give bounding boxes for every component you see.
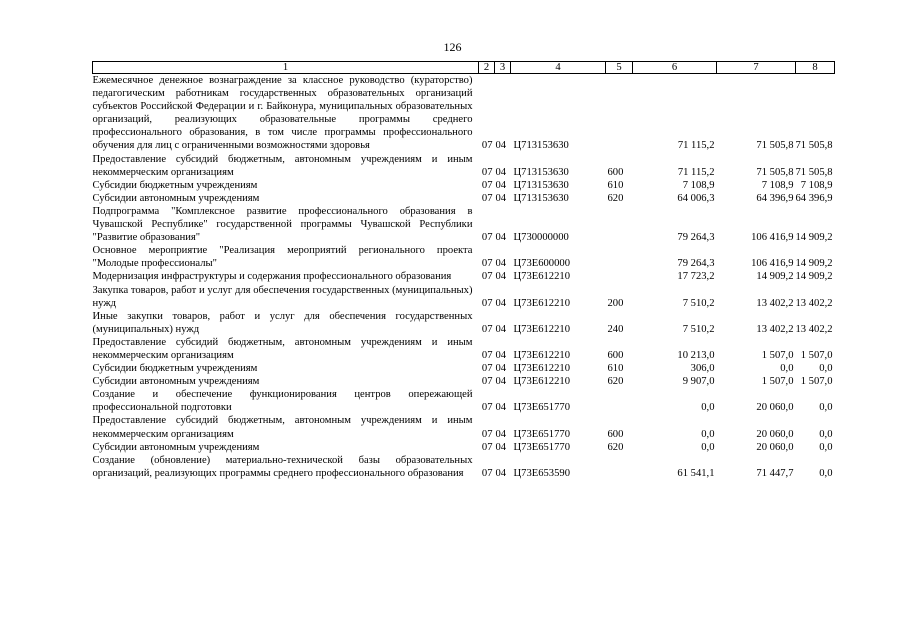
amount-col-8: 13 402,2 bbox=[795, 297, 833, 309]
amount-col-6: 7 108,9 bbox=[682, 179, 715, 191]
table-row bbox=[93, 270, 835, 283]
amount-col-8: 13 402,2 bbox=[795, 323, 833, 335]
subsection-code: 04 bbox=[495, 349, 507, 361]
amount-col-7: 0,0 bbox=[780, 363, 794, 375]
amount-col-8: 0,0 bbox=[819, 467, 833, 479]
amount-col-7: 14 909,2 bbox=[756, 271, 794, 283]
amount-col-6: 64 006,3 bbox=[677, 192, 715, 204]
amount-col-8: 0,0 bbox=[819, 402, 833, 414]
amount-col-6: 9 907,0 bbox=[682, 376, 715, 388]
amount-col-7: 106 416,9 bbox=[751, 232, 794, 244]
amount-col-7: 1 507,0 bbox=[761, 376, 794, 388]
row-name: Создание (обновление) материально-технической базы образовательных организаций, реализующих программы среднего профессионального образования bbox=[92, 454, 473, 479]
amount-col-7: 20 060,0 bbox=[756, 402, 794, 414]
subsection-code: 04 bbox=[495, 363, 507, 375]
subsection-code: 04 bbox=[495, 192, 507, 204]
expense-type-code bbox=[606, 270, 633, 283]
amount-col-6: 0,0 bbox=[701, 428, 715, 440]
subsection-code: 04 bbox=[495, 376, 507, 388]
row-name: Подпрограмма "Комплексное развитие профессионального образования в Чувашской Республике" государственной программы Чувашской Республики "Развитие образования" bbox=[92, 205, 473, 244]
amount-col-7: 13 402,2 bbox=[756, 297, 794, 309]
table-row bbox=[93, 414, 835, 440]
table-body bbox=[93, 74, 835, 480]
row-name: Субсидии автономным учреждениям bbox=[92, 376, 260, 388]
table-row bbox=[93, 244, 835, 270]
amount-col-6: 71 115,2 bbox=[677, 140, 715, 152]
expense-type-code: 620 bbox=[607, 441, 624, 453]
section-code: 07 bbox=[481, 441, 493, 453]
amount-col-7: 1 507,0 bbox=[761, 349, 794, 361]
amount-col-8: 0,0 bbox=[819, 363, 833, 375]
target-article-code: Ц73Е600000 bbox=[513, 258, 570, 270]
expense-type-code: 600 bbox=[607, 166, 624, 178]
row-name: Субсидии бюджетным учреждениям bbox=[92, 363, 258, 375]
expense-type-code: 600 bbox=[607, 349, 624, 361]
header-col-4: 4 bbox=[511, 62, 606, 74]
target-article-code: Ц73Е612210 bbox=[513, 323, 570, 335]
expense-type-code bbox=[606, 244, 633, 270]
table-row bbox=[93, 441, 835, 454]
subsection-code: 04 bbox=[495, 402, 507, 414]
target-article-code: Ц73Е651770 bbox=[513, 441, 570, 453]
subsection-code: 04 bbox=[495, 467, 507, 479]
amount-col-8: 14 909,2 bbox=[795, 232, 833, 244]
table-row bbox=[93, 336, 835, 362]
subsection-code: 04 bbox=[495, 441, 507, 453]
section-code: 07 bbox=[481, 179, 493, 191]
amount-col-8: 14 909,2 bbox=[795, 271, 833, 283]
table-row bbox=[93, 74, 835, 153]
target-article-code: Ц73Е651770 bbox=[513, 402, 570, 414]
subsection-code: 04 bbox=[495, 140, 507, 152]
subsection-code: 04 bbox=[495, 323, 507, 335]
amount-col-8: 64 396,9 bbox=[795, 192, 833, 204]
row-name: Ежемесячное денежное вознаграждение за классное руководство (кураторство) педагогическим работникам государственных образовательных организаций субъектов Российской Федерации и г. Байконура, муниципальных образовательных организаций, реализующих образовательные программы среднего профессионального образования, в том числе программы профессионального обучения для лиц с ограниченными возможностями здоровья bbox=[92, 75, 473, 152]
table-row bbox=[93, 375, 835, 388]
expense-type-code bbox=[606, 454, 633, 480]
row-name: Субсидии бюджетным учреждениям bbox=[92, 179, 258, 191]
expense-type-code: 610 bbox=[607, 179, 624, 191]
subsection-code: 04 bbox=[495, 232, 507, 244]
target-article-code: Ц73Е653590 bbox=[513, 467, 570, 479]
amount-col-6: 7 510,2 bbox=[682, 297, 715, 309]
target-article-code: Ц73Е612210 bbox=[513, 349, 570, 361]
section-code: 07 bbox=[481, 428, 493, 440]
amount-col-7: 106 416,9 bbox=[751, 258, 794, 270]
row-name: Предоставление субсидий бюджетным, автономным учреждениям и иным некоммерческим организациям bbox=[92, 153, 473, 178]
target-article-code: Ц713153630 bbox=[513, 179, 569, 191]
amount-col-8: 1 507,0 bbox=[800, 376, 833, 388]
subsection-code: 04 bbox=[495, 297, 507, 309]
row-name: Создание и обеспечение функционирования центров опережающей профессиональной подготовки bbox=[92, 389, 473, 414]
header-col-6: 6 bbox=[633, 62, 717, 74]
expense-type-code: 200 bbox=[607, 297, 624, 309]
subsection-code: 04 bbox=[495, 271, 507, 283]
expense-type-code: 620 bbox=[607, 376, 624, 388]
amount-col-8: 71 505,8 bbox=[795, 140, 833, 152]
amount-col-7: 13 402,2 bbox=[756, 323, 794, 335]
row-name: Предоставление субсидий бюджетным, автономным учреждениям и иным некоммерческим организациям bbox=[92, 415, 473, 440]
amount-col-7: 71 505,8 bbox=[756, 140, 794, 152]
target-article-code: Ц73Е612210 bbox=[513, 363, 570, 375]
target-article-code: Ц73Е612210 bbox=[513, 271, 570, 283]
amount-col-6: 10 213,0 bbox=[677, 349, 715, 361]
section-code: 07 bbox=[481, 192, 493, 204]
target-article-code: Ц73Е612210 bbox=[513, 376, 570, 388]
expense-type-code bbox=[606, 205, 633, 244]
header-col-5: 5 bbox=[606, 62, 633, 74]
expense-type-code bbox=[606, 74, 633, 153]
target-article-code: Ц713153630 bbox=[513, 140, 569, 152]
row-name: Субсидии автономным учреждениям bbox=[92, 441, 260, 453]
section-code: 07 bbox=[481, 467, 493, 479]
amount-col-7: 71 505,8 bbox=[756, 166, 794, 178]
section-code: 07 bbox=[481, 349, 493, 361]
amount-col-6: 7 510,2 bbox=[682, 323, 715, 335]
row-name: Субсидии автономным учреждениям bbox=[92, 192, 260, 204]
header-col-2: 2 bbox=[479, 62, 495, 74]
row-name: Модернизация инфраструктуры и содержания профессионального образования bbox=[92, 271, 452, 283]
target-article-code: Ц73Е651770 bbox=[513, 428, 570, 440]
table-row bbox=[93, 179, 835, 192]
amount-col-6: 0,0 bbox=[701, 402, 715, 414]
section-code: 07 bbox=[481, 258, 493, 270]
amount-col-8: 1 507,0 bbox=[800, 349, 833, 361]
amount-col-6: 61 541,1 bbox=[677, 467, 715, 479]
table-row bbox=[93, 388, 835, 414]
row-name: Иные закупки товаров, работ и услуг для обеспечения государственных (муниципальных) нужд bbox=[92, 310, 473, 335]
amount-col-8: 7 108,9 bbox=[800, 179, 833, 191]
amount-col-7: 20 060,0 bbox=[756, 428, 794, 440]
section-code: 07 bbox=[481, 140, 493, 152]
header-col-8: 8 bbox=[796, 62, 835, 74]
section-code: 07 bbox=[481, 271, 493, 283]
table-row bbox=[93, 284, 835, 310]
amount-col-6: 0,0 bbox=[701, 441, 715, 453]
expense-type-code: 240 bbox=[607, 323, 624, 335]
amount-col-7: 71 447,7 bbox=[756, 467, 794, 479]
table-row bbox=[93, 362, 835, 375]
amount-col-6: 17 723,2 bbox=[677, 271, 715, 283]
section-code: 07 bbox=[481, 166, 493, 178]
header-col-1: 1 bbox=[93, 62, 479, 74]
amount-col-8: 14 909,2 bbox=[795, 258, 833, 270]
subsection-code: 04 bbox=[495, 179, 507, 191]
expense-type-code: 600 bbox=[607, 428, 624, 440]
amount-col-6: 306,0 bbox=[690, 363, 715, 375]
target-article-code: Ц730000000 bbox=[513, 232, 569, 244]
row-name: Основное мероприятие "Реализация мероприятий регионального проекта "Молодые профессионалы" bbox=[92, 245, 473, 270]
table-row bbox=[93, 454, 835, 480]
table-row bbox=[93, 192, 835, 205]
subsection-code: 04 bbox=[495, 258, 507, 270]
amount-col-6: 71 115,2 bbox=[677, 166, 715, 178]
target-article-code: Ц73Е612210 bbox=[513, 297, 570, 309]
expense-type-code: 610 bbox=[607, 363, 624, 375]
section-code: 07 bbox=[481, 297, 493, 309]
table-row bbox=[93, 310, 835, 336]
table-row bbox=[93, 205, 835, 244]
target-article-code: Ц713153630 bbox=[513, 166, 569, 178]
budget-table bbox=[92, 61, 835, 480]
expense-type-code: 620 bbox=[607, 192, 624, 204]
amount-col-6: 79 264,3 bbox=[677, 258, 715, 270]
expense-type-code bbox=[606, 388, 633, 414]
section-code: 07 bbox=[481, 323, 493, 335]
target-article-code: Ц713153630 bbox=[513, 192, 569, 204]
section-code: 07 bbox=[481, 363, 493, 375]
amount-col-7: 7 108,9 bbox=[761, 179, 794, 191]
section-code: 07 bbox=[481, 402, 493, 414]
page-number: 126 bbox=[443, 40, 462, 54]
subsection-code: 04 bbox=[495, 428, 507, 440]
header-col-7: 7 bbox=[717, 62, 796, 74]
amount-col-8: 0,0 bbox=[819, 428, 833, 440]
row-name: Закупка товаров, работ и услуг для обеспечения государственных (муниципальных) нужд bbox=[92, 284, 473, 309]
amount-col-6: 79 264,3 bbox=[677, 232, 715, 244]
header-col-3: 3 bbox=[495, 62, 511, 74]
amount-col-7: 20 060,0 bbox=[756, 441, 794, 453]
amount-col-7: 64 396,9 bbox=[756, 192, 794, 204]
row-name: Предоставление субсидий бюджетным, автономным учреждениям и иным некоммерческим организациям bbox=[92, 336, 473, 361]
amount-col-8: 0,0 bbox=[819, 441, 833, 453]
section-code: 07 bbox=[481, 376, 493, 388]
header-row bbox=[93, 62, 835, 74]
table-row bbox=[93, 153, 835, 179]
subsection-code: 04 bbox=[495, 166, 507, 178]
amount-col-8: 71 505,8 bbox=[795, 166, 833, 178]
section-code: 07 bbox=[481, 232, 493, 244]
